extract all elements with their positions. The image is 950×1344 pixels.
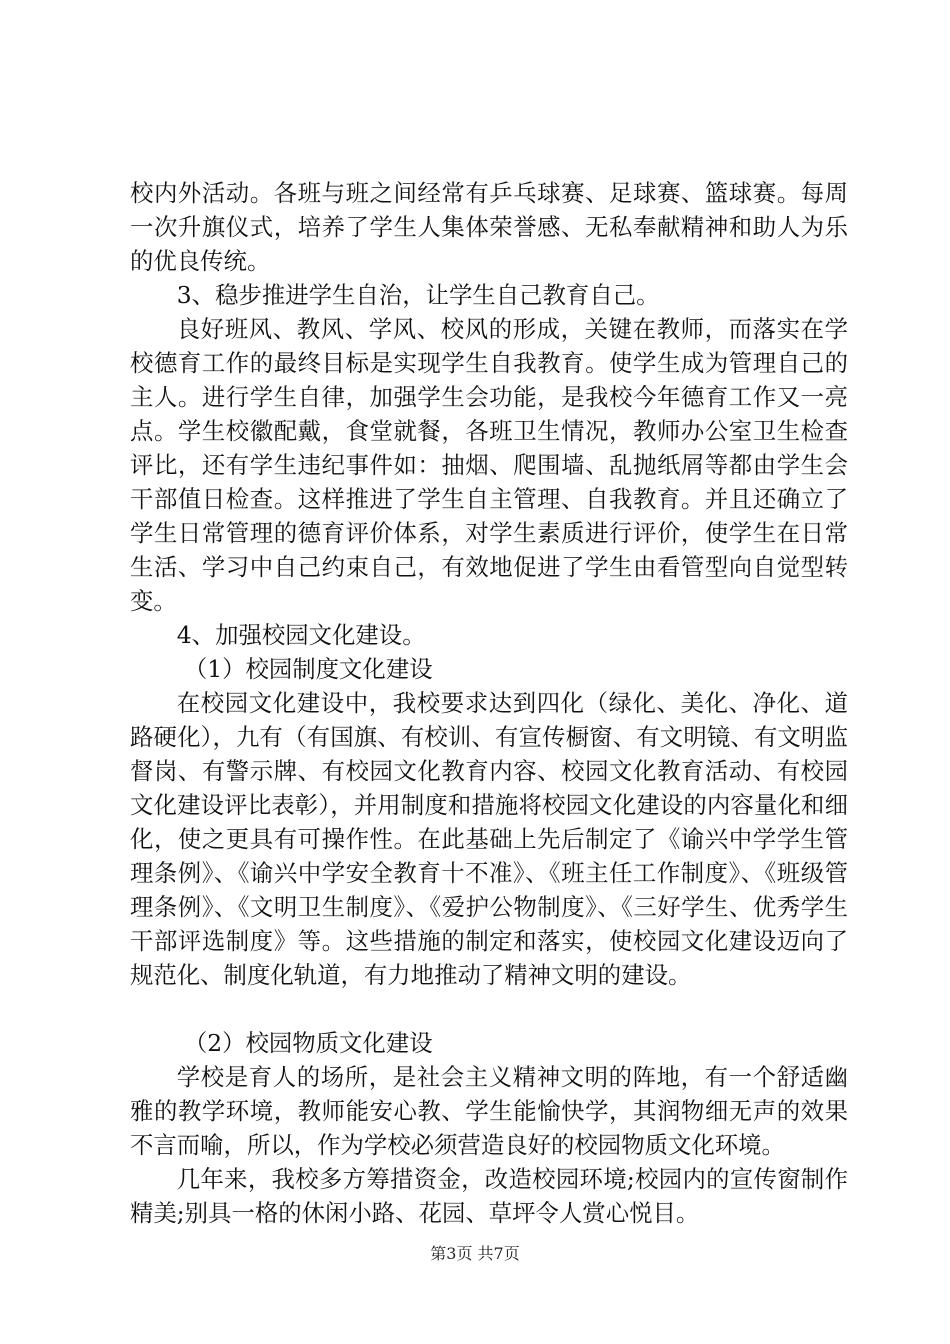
heading-student-autonomy: 3、稳步推进学生自治，让学生自己教育自己。 xyxy=(176,281,660,309)
paragraph-student-autonomy: 良好班风、教风、学风、校风的形成，关键在教师，而落实在学校德育工作的最终目标是实现学生自我教育。使学生成为管理自己的主人。进行学生自律，加强学生会功能，是我校今年德育工作又一亮点。学生校徽配戴，食堂就餐，各班卫生情况，教师办公室卫生检查评比，还有学生违纪事件如：抽烟、爬围墙、乱抛纸屑等都由学生会干部值日检查。这样推进了学生自主管理、自我教育。并且还确立了学生日常管理的德育评价体系，对学生素质进行评价，使学生在日常生活、学习中自己约束自己，有效地促进了学生由看管型向自觉型转变。 xyxy=(130,315,848,615)
paragraph-spacer xyxy=(130,992,848,1026)
page-number-footer: 第3页 共7页 xyxy=(430,1244,520,1263)
subheading-material-culture: （2）校园物质文化建设 xyxy=(183,1029,433,1057)
paragraph-activities-continued: 校内外活动。各班与班之间经常有乒乓球赛、足球赛、篮球赛。每周一次升旗仪式，培养了学生人集体荣誉感、无私奉献精神和助人为乐的优良传统。 xyxy=(130,179,848,275)
subheading-institutional-culture: （1）校园制度文化建设 xyxy=(183,655,433,683)
paragraph-institutional-culture: 在校园文化建设中，我校要求达到四化（绿化、美化、净化、道路硬化），九有（有国旗、有校训、有宣传橱窗、有文明镜、有文明监督岗、有警示牌、有校园文化教育内容、校园文化教育活动、有校园文化建设评比表彰），并用制度和措施将校园文化建设的内容量化和细化，使之更具有可操作性。在此基础上先后制定了《谕兴中学学生管理条例》、《谕兴中学安全教育十不准》、《班主任工作制度》、《班级管理条例》、《文明卫生制度》、《爱护公物制度》、《三好学生、优秀学生干部评选制度》等。这些措施的制定和落实，使校园文化建设迈向了规范化、制度化轨道，有力地推动了精神文明的建设。 xyxy=(130,689,848,989)
document-body xyxy=(130,176,848,1230)
paragraph-campus-improvement: 几年来，我校多方筹措资金，改造校园环境;校园内的宣传窗制作精美;别具一格的休闲小路、花园、草坪令人赏心悦目。 xyxy=(130,1165,848,1227)
paragraph-material-culture: 学校是育人的场所，是社会主义精神文明的阵地，有一个舒适幽雅的教学环境，教师能安心教、学生能愉快学，其润物细无声的效果不言而喻，所以，作为学校必须营造良好的校园物质文化环境。 xyxy=(130,1063,848,1159)
heading-campus-culture: 4、加强校园文化建设。 xyxy=(176,621,426,649)
